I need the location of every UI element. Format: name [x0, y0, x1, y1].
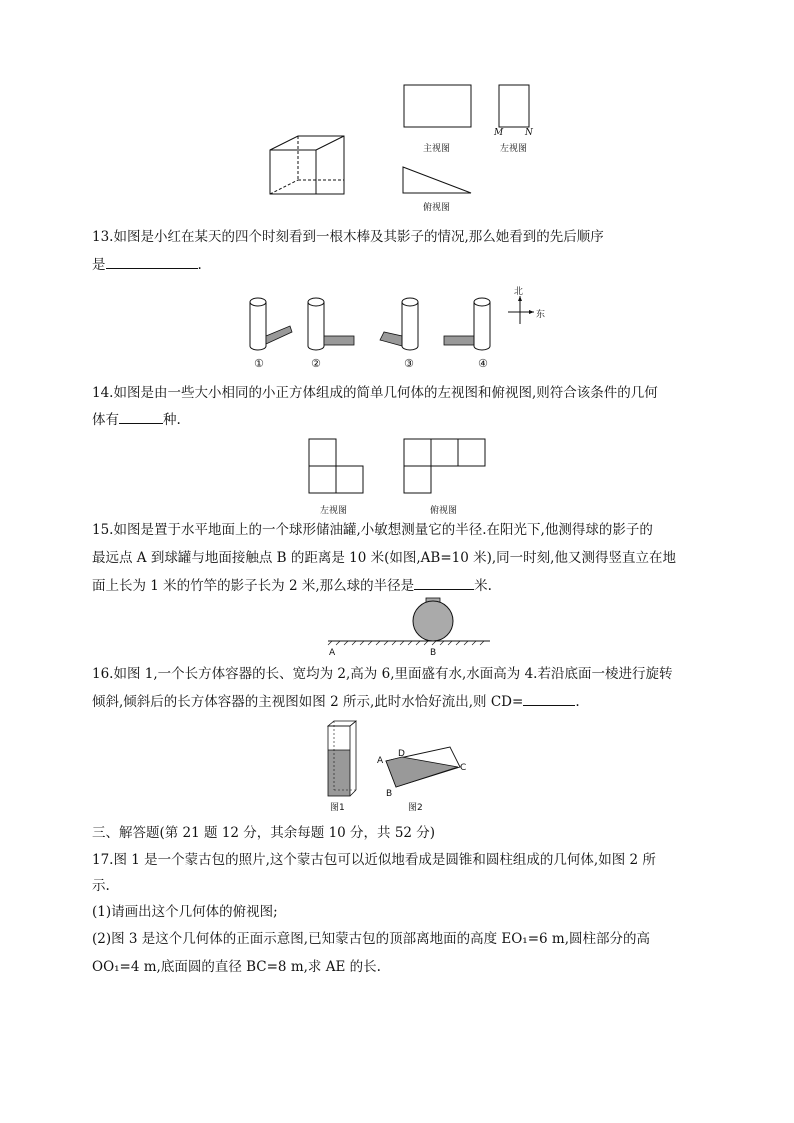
q14-line2 — [92, 411, 181, 429]
q15-line3 — [92, 577, 492, 595]
q14-top-view — [403, 438, 489, 496]
q16-line2-prefix: 倾斜,倾斜后的长方体容器的主视图如图 2 所示,此时水恰好流出,则 CD= — [92, 694, 524, 710]
q14-line1: 14.如图是由一些大小相同的小正方体组成的简单几何体的左视图和俯视图,则符合该条件的几何 — [92, 385, 658, 401]
q16-fig1-caption: 图1 — [330, 803, 345, 813]
q13-line2-suffix: . — [197, 257, 202, 273]
q14-answer-blank[interactable] — [119, 411, 163, 424]
container-fig1 — [326, 720, 358, 798]
q16-answer-blank[interactable] — [523, 693, 575, 706]
q13-label-4: ④ — [478, 357, 488, 370]
q15-line3-prefix: 面上长为 1 米的竹竿的影子长为 2 米,那么球的半径是 — [92, 578, 415, 594]
section3-heading: 三、解答题(第 21 题 12 分，其余每题 10 分，共 52 分) — [92, 825, 436, 841]
q13-answer-blank[interactable] — [106, 256, 198, 269]
q14-line2-suffix: 种. — [163, 412, 181, 428]
top-view-caption: 俯视图 — [423, 203, 451, 213]
q16-label-a: A — [377, 756, 384, 766]
compass-east: 东 — [536, 310, 546, 320]
q14-line2-prefix: 体有 — [92, 412, 119, 428]
q15-label-b: B — [430, 648, 437, 658]
label-n: N — [525, 128, 533, 138]
q13-label-2: ② — [311, 357, 321, 370]
q17-line3: (1)请画出这个几何体的俯视图; — [92, 904, 278, 920]
left-view-rect — [498, 84, 532, 129]
q14-top-caption: 俯视图 — [430, 506, 458, 516]
q16-label-b: B — [386, 789, 393, 799]
q16-fig2-caption: 图2 — [408, 803, 423, 813]
q17-line2: 示. — [92, 878, 110, 894]
q16-line2 — [92, 693, 580, 711]
q16-line2-suffix: . — [575, 694, 580, 710]
q13-label-3: ③ — [404, 357, 414, 370]
q15-line3-suffix: 米. — [474, 578, 492, 594]
front-view-rect — [403, 84, 473, 129]
q14-left-view — [308, 438, 366, 496]
compass-icon — [506, 296, 536, 326]
top-view-triangle — [402, 166, 474, 196]
q13-line2-prefix: 是 — [92, 257, 106, 273]
front-view-caption: 主视图 — [423, 144, 451, 154]
oil-tank-figure — [324, 598, 494, 646]
prism-3d-figure — [268, 134, 348, 196]
q14-left-caption: 左视图 — [320, 506, 348, 516]
left-view-caption: 左视图 — [500, 144, 528, 154]
q16-label-d: D — [398, 749, 405, 759]
stick-shadow-figures — [246, 296, 496, 354]
q16-label-c: C — [460, 763, 467, 773]
q17-line4: (2)图 3 是这个几何体的正面示意图,已知蒙古包的顶部离地面的高度 EO₁=6 m,圆柱部分的高 — [92, 931, 650, 947]
q15-label-a: A — [329, 648, 336, 658]
q13-line1: 13.如图是小红在某天的四个时刻看到一根木棒及其影子的情况,那么她看到的先后顺序 — [92, 229, 604, 245]
q13-line2 — [92, 256, 202, 274]
q15-answer-blank[interactable] — [414, 577, 474, 590]
q15-line2: 最远点 A 到球罐与地面接触点 B 的距离是 10 米(如图,AB=10 米),同一时刻,他又测得竖直立在地 — [92, 550, 676, 566]
q13-label-1: ① — [254, 357, 264, 370]
q17-line5: OO₁=4 m,底面圆的直径 BC=8 m,求 AE 的长. — [92, 959, 381, 975]
compass-north: 北 — [514, 287, 524, 297]
label-m: M — [494, 128, 504, 138]
q16-line1: 16.如图 1,一个长方体容器的长、宽均为 2,高为 6,里面盛有水,水面高为 4.若沿底面一棱进行旋转 — [92, 666, 673, 682]
q17-line1: 17.图 1 是一个蒙古包的照片,这个蒙古包可以近似地看成是圆锥和圆柱组成的几何体,如图 2 所 — [92, 852, 656, 868]
q15-line1: 15.如图是置于水平地面上的一个球形储油罐,小敏想测量它的半径.在阳光下,他测得球的影子的 — [92, 522, 653, 538]
